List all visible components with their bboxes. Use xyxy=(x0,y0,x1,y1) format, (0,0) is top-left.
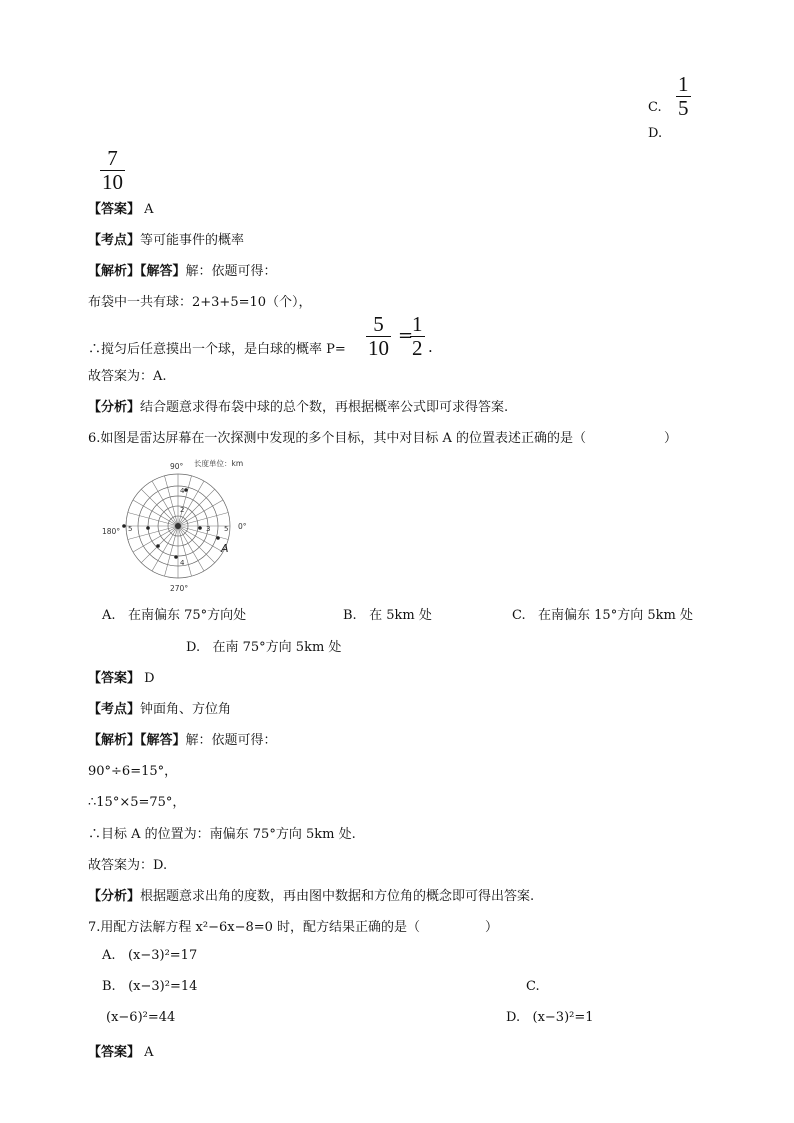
jiexi-tag: 【解析】 xyxy=(88,733,141,748)
q6-solution-line-4: 故答案为：D. xyxy=(88,858,168,873)
q7-option-c-text: (x−6)²=44 xyxy=(106,1010,176,1025)
q7-option-a xyxy=(102,948,197,963)
jiexi-tag: 【解析】 xyxy=(88,264,141,279)
radar-target-dot xyxy=(174,555,178,559)
option-label: B. xyxy=(343,608,357,623)
q7-stem: 7.用配方法解方程 x²−6x−8=0 时，配方结果正确的是（ ） xyxy=(88,920,499,935)
kaodian-text: 钟面角、方位角 xyxy=(140,702,232,717)
q6-solution-line-1: 90°÷6=15°， xyxy=(88,764,178,779)
answer-tag: 【答案】 xyxy=(88,1045,141,1060)
radar-target-dot xyxy=(198,526,202,530)
fraction-denominator: 10 xyxy=(102,170,123,194)
radar-angle-180: 180° xyxy=(102,527,121,536)
fenxi-tag: 【分析】 xyxy=(88,400,141,415)
q5-answer-line xyxy=(88,198,154,217)
jieda-text: 解：依题可得： xyxy=(185,733,277,748)
q6-solution-line-2: ∴15°×5=75°， xyxy=(88,795,186,810)
ring-label-5-left: 5 xyxy=(128,525,133,533)
q6-jiexi-line xyxy=(88,729,277,748)
option-label: D. xyxy=(506,1010,521,1025)
answer-value: D xyxy=(144,671,155,686)
fraction-denominator: 2 xyxy=(412,336,423,360)
option-text: (x−3)²=17 xyxy=(127,948,198,963)
q6-kaodian-line xyxy=(88,698,231,717)
probability-fraction-1 xyxy=(366,314,391,359)
q5-kaodian-line xyxy=(88,229,244,248)
fenxi-text: 结合题意求得布袋中球的总个数，再根据概率公式即可求得答案. xyxy=(140,400,509,415)
ring-label-4: 4 xyxy=(180,487,185,495)
option-text: 在 5km 处 xyxy=(369,608,432,623)
q7-option-d xyxy=(506,1010,594,1025)
q6-option-c xyxy=(512,604,693,623)
option-d-label: D. xyxy=(648,126,663,141)
fenxi-tag: 【分析】 xyxy=(88,889,141,904)
option-c-fraction xyxy=(676,74,691,119)
q5-jiexi-line xyxy=(88,260,277,279)
period: . xyxy=(428,338,433,356)
radar-angle-270: 270° xyxy=(170,584,189,593)
jieda-text: 解：依题可得： xyxy=(185,264,277,279)
fraction-numerator: 7 xyxy=(107,146,118,170)
option-label: C. xyxy=(512,608,526,623)
answer-tag: 【答案】 xyxy=(88,671,141,686)
probability-fraction-2 xyxy=(410,314,425,359)
q6-fenxi-line xyxy=(88,885,534,904)
q6-solution-line-3: ∴目标 A 的位置为：南偏东 75°方向 5km 处. xyxy=(88,827,356,842)
radar-angle-0: 0° xyxy=(238,522,247,531)
kaodian-tag: 【考点】 xyxy=(88,702,141,717)
radar-unit-label: 长度单位：km xyxy=(194,459,244,468)
q6-stem: 6.如图是雷达屏幕在一次探测中发现的多个目标，其中对目标 A 的位置表述正确的是（ ） xyxy=(88,431,678,446)
q5-solution-line-3: 故答案为：A. xyxy=(88,369,167,384)
option-label: A. xyxy=(102,948,116,963)
q6-option-b xyxy=(343,604,432,623)
q5-solution-line-2 xyxy=(88,338,346,357)
radar-angle-90: 90° xyxy=(170,462,184,471)
radar-target-dot xyxy=(216,536,220,540)
jieda-tag: 【解答】 xyxy=(140,264,186,279)
answer-value: A xyxy=(144,1045,154,1060)
q5-fenxi-line xyxy=(88,396,508,415)
ring-label-5: 5 xyxy=(224,525,229,533)
q6-answer-line xyxy=(88,667,155,686)
radar-target-dot xyxy=(122,524,126,528)
option-text: 在南偏东 75°方向处 xyxy=(127,608,247,623)
fraction-denominator: 5 xyxy=(678,96,689,120)
fraction-denominator: 10 xyxy=(368,336,389,360)
option-text: 在南偏东 15°方向 5km 处 xyxy=(538,608,693,623)
option-label: A. xyxy=(102,608,116,623)
fraction-numerator: 1 xyxy=(678,72,689,96)
q6-option-d xyxy=(186,636,341,655)
radar-target-dot xyxy=(184,488,188,492)
q5-solution-line-1: 布袋中一共有球：2+3+5=10（个）， xyxy=(88,295,312,310)
fenxi-text: 根据题意求出角的度数，再由图中数据和方位角的概念即可得出答案. xyxy=(140,889,535,904)
jieda-tag: 【解答】 xyxy=(140,733,186,748)
option-d-fraction xyxy=(100,148,125,193)
ring-label-4-bottom: 4 xyxy=(180,559,185,567)
option-text: (x−3)²=1 xyxy=(532,1010,594,1025)
q6-option-a xyxy=(102,604,246,623)
q7-option-c-label: C. xyxy=(526,979,540,994)
ring-label-3: 3 xyxy=(206,525,211,533)
radar-figure xyxy=(100,456,260,596)
radar-target-a-label: A xyxy=(221,542,229,555)
option-text: 在南 75°方向 5km 处 xyxy=(212,640,342,655)
option-text: (x−3)²=14 xyxy=(128,979,198,994)
q7-answer-line xyxy=(88,1041,154,1060)
probability-prefix: ∴搅匀后任意摸出一个球，是白球的概率 P= xyxy=(88,342,346,357)
fraction-numerator: 1 xyxy=(412,312,423,336)
option-label: B. xyxy=(102,979,116,994)
kaodian-tag: 【考点】 xyxy=(88,233,141,248)
ring-label-2: 2 xyxy=(180,506,185,514)
answer-value: A xyxy=(144,202,154,217)
radar-center xyxy=(175,523,181,529)
option-label: D. xyxy=(186,640,201,655)
answer-tag: 【答案】 xyxy=(88,202,141,217)
kaodian-text: 等可能事件的概率 xyxy=(140,233,245,248)
radar-target-dot xyxy=(146,526,150,530)
equals-sign: = xyxy=(398,325,414,346)
fraction-numerator: 5 xyxy=(373,312,384,336)
radar-target-dot xyxy=(156,544,160,548)
q7-option-b xyxy=(102,979,197,994)
option-c-label: C. xyxy=(648,100,662,115)
